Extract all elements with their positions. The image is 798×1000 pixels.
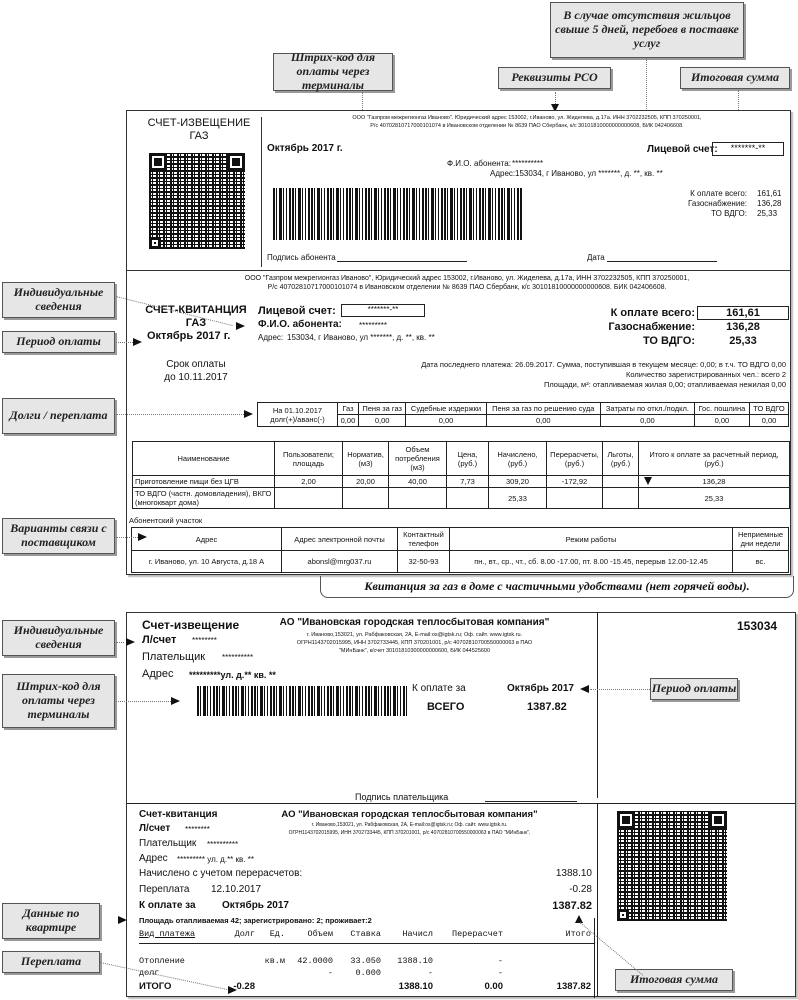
service-header: Наименование bbox=[133, 442, 275, 476]
service-header: Норматив, (м3) bbox=[343, 442, 389, 476]
debt-header: Затраты по откл./подкл. bbox=[601, 403, 695, 415]
heat-charged-label: Начислено с учетом перерасчетов: bbox=[139, 868, 303, 879]
service-header: Цена, (руб.) bbox=[447, 442, 489, 476]
heat-overpay-date: 12.10.2017 bbox=[211, 884, 262, 895]
heat-notice-account-label: Л/счет bbox=[142, 634, 177, 646]
heat-cell: - bbox=[497, 956, 503, 966]
service-cell: 2,00 bbox=[275, 476, 343, 488]
debt-header: Пеня за газ по решению суда bbox=[486, 403, 600, 415]
callout-individual-2: Индивидуальные сведения bbox=[2, 620, 115, 656]
heat-total-row bbox=[139, 981, 594, 992]
heat-pay-for-label-2: К оплате за bbox=[139, 900, 196, 911]
contact-header: Адрес bbox=[132, 528, 282, 551]
service-cell bbox=[389, 488, 447, 509]
notice-vdgo-value: 25,33 bbox=[757, 209, 778, 218]
receipt-due-label: Срок оплаты bbox=[166, 359, 226, 370]
receipt-company-line1: ООО "Газпром межрегионгаз Иваново", Юридический адрес 153002, г.Иваново, ул. Жиделева, д.17а, ИНН 3702232505, КПП 370250001, bbox=[244, 275, 690, 282]
notice-address-label: Адрес: bbox=[490, 169, 516, 178]
heat-receipt-payer-value: ********** bbox=[207, 840, 239, 849]
notice-gas-label: Газоснабжение: bbox=[688, 199, 747, 208]
debt-value: 0,00 bbox=[486, 415, 600, 427]
heat-overpay-value: -0.28 bbox=[569, 884, 592, 895]
receipt-total-value: 161,61 bbox=[697, 306, 789, 320]
notice-fio-value: ********** bbox=[512, 159, 544, 168]
notice-date-label: Дата bbox=[587, 253, 605, 262]
debt-header: ТО ВДГО bbox=[749, 403, 788, 415]
heat-receipt-address-value: ********* ул. д.** кв. ** bbox=[177, 855, 254, 864]
gas-bill-caption: Квитанция за газ в доме с частичными удобствами (нет горячей воды). bbox=[320, 576, 794, 598]
notice-total-value: 161,61 bbox=[757, 189, 782, 198]
service-cell: 7,73 bbox=[447, 476, 489, 488]
heat-col-header: Начисл bbox=[402, 929, 433, 939]
service-cell bbox=[603, 476, 639, 488]
notice-signature-field[interactable] bbox=[337, 261, 467, 262]
heat-notice-address-label: Адрес bbox=[142, 668, 174, 680]
debt-value: 0,00 bbox=[601, 415, 695, 427]
heat-apartment-info: Площадь отапливаемая 42; зарегистрировано: 2; проживает:2 bbox=[139, 916, 372, 925]
heat-receipt-title: Счет-квитанция bbox=[139, 809, 218, 820]
heat-overpay-label: Переплата bbox=[139, 884, 190, 895]
receipt-info-line2: Количество зарегистрированных чел.: всего 2 bbox=[626, 370, 786, 379]
notice-service: ГАЗ bbox=[189, 130, 209, 142]
receipt-company-line2: Р/с 40702810717000101074 в Ивановском отделении № 8639 ПАО Сбербанк, к/с 30101810000000000608. БИК 042406608. bbox=[267, 284, 667, 291]
heat-notice-address-value: *********ул. д.** кв. ** bbox=[189, 670, 276, 680]
debt-value: 0,00 bbox=[694, 415, 749, 427]
callout-period-2: Период оплаты bbox=[650, 678, 738, 700]
heat-pay-for-period-2: Октябрь 2017 bbox=[222, 900, 289, 911]
heat-receipt-address-label: Адрес bbox=[139, 853, 168, 864]
heat-receipt-payer-label: Плательщик bbox=[139, 838, 197, 849]
heat-total-debt: -0.28 bbox=[233, 981, 255, 992]
receipt-vdgo-value: 25,33 bbox=[729, 335, 757, 347]
contact-header: Неприемные дни недели bbox=[733, 528, 789, 551]
notice-total-label: К оплате всего: bbox=[690, 189, 747, 198]
service-cell: ТО ВДГО (частн. домовладения), ВКГО (многокварт дома) bbox=[133, 488, 275, 509]
callout-overpayment: Переплата bbox=[2, 951, 100, 973]
heat-notice-account-value: ******** bbox=[192, 636, 217, 645]
heat-notice-payer-label: Плательщик bbox=[142, 651, 206, 663]
receipt-due-date: до 10.11.2017 bbox=[164, 372, 228, 383]
heat-notice-company-line3: "МИнБанк", к/счет 30101810300000000600, БИК 044525600 bbox=[338, 648, 491, 654]
heat-cell: долг bbox=[139, 968, 160, 978]
debt-row-label: На 01.10.2017 долг(+)/аванс(-) bbox=[258, 403, 338, 427]
heat-cell: Отопление bbox=[139, 956, 185, 966]
heat-notice-payer-value: ********** bbox=[222, 653, 254, 662]
receipt-gas-label: Газоснабжение: bbox=[608, 321, 695, 333]
heat-cell: - bbox=[427, 968, 433, 978]
service-header: Перерасчеты, (руб.) bbox=[547, 442, 603, 476]
heat-receipt-company: АО "Ивановская городская теплосбытовая компания" bbox=[281, 809, 538, 820]
notice-fio-label: Ф.И.О. абонента: bbox=[447, 159, 511, 168]
notice-account-value: *******-** bbox=[712, 142, 784, 156]
receipt-address-value: 153034, г Иваново, ул *******, д. **, кв. ** bbox=[287, 333, 435, 342]
service-header: Льготы, (руб.) bbox=[603, 442, 639, 476]
heat-receipt-account-label: Л/счет bbox=[139, 823, 171, 834]
heat-pay-for-value: Октябрь 2017 bbox=[507, 683, 574, 694]
qr-code-heat bbox=[617, 811, 727, 921]
callout-total-top: Итоговая сумма bbox=[680, 67, 790, 89]
notice-account-label: Лицевой счет: bbox=[647, 144, 718, 155]
heat-pay-for-label: К оплате за bbox=[412, 683, 466, 694]
notice-address-value: 153034, г Иваново, ул *******, д. **, кв. ** bbox=[515, 169, 663, 178]
callout-individual-1: Индивидуальные сведения bbox=[2, 282, 115, 318]
notice-vdgo-label: ТО ВДГО: bbox=[711, 209, 747, 218]
service-cell bbox=[447, 488, 489, 509]
heat-col-header: Объем bbox=[307, 929, 333, 939]
receipt-address-label: Адрес: bbox=[258, 333, 284, 342]
service-cell: 25,33 bbox=[639, 488, 790, 509]
heat-col-header: Ед. bbox=[269, 929, 285, 939]
debt-header: Гос. пошлина bbox=[694, 403, 749, 415]
service-header: Объем потребления (м3) bbox=[389, 442, 447, 476]
notice-date-field[interactable] bbox=[607, 261, 717, 262]
receipt-title: СЧЕТ-КВИТАНЦИЯ bbox=[145, 304, 247, 316]
heat-cut-line bbox=[127, 803, 795, 804]
heat-total-label: ИТОГО bbox=[139, 981, 172, 992]
qr-code-notice bbox=[149, 153, 245, 249]
heat-cell: кв.м bbox=[264, 956, 285, 966]
heat-col-header: Долг bbox=[234, 929, 255, 939]
service-table bbox=[132, 441, 790, 509]
callout-period-1: Период оплаты bbox=[2, 331, 115, 353]
contact-header: Контактный телефон bbox=[398, 528, 450, 551]
barcode-heat bbox=[197, 686, 407, 716]
heat-cell: - bbox=[327, 968, 333, 978]
heat-total-charged: 1388.10 bbox=[398, 981, 433, 992]
contact-phone: 32-50-93 bbox=[398, 551, 450, 573]
barcode-notice bbox=[273, 188, 523, 240]
callout-barcode-2: Штрих-код для оплаты через терминалы bbox=[2, 674, 115, 728]
service-cell: 309,20 bbox=[489, 476, 547, 488]
heat-col-header: Вид платежа bbox=[139, 929, 196, 939]
service-cell: 40,00 bbox=[389, 476, 447, 488]
notice-signature-label: Подпись абонента bbox=[267, 253, 336, 262]
heat-signature-field[interactable] bbox=[485, 801, 577, 802]
service-cell bbox=[275, 488, 343, 509]
service-cell: 136,28 bbox=[639, 476, 790, 488]
service-header: Начислено, (руб.) bbox=[489, 442, 547, 476]
table-row bbox=[133, 488, 790, 509]
table-row bbox=[132, 551, 789, 573]
receipt-account-label: Лицевой счет: bbox=[258, 305, 336, 317]
contact-header: Адрес электронной почты bbox=[282, 528, 398, 551]
debt-header: Пеня за газ bbox=[358, 403, 406, 415]
heat-total-sum: 1387.82 bbox=[556, 981, 591, 992]
notice-gas-value: 136,28 bbox=[757, 199, 782, 208]
contact-address: г. Иваново, ул. 10 Августа, д.18 А bbox=[132, 551, 282, 573]
heat-notice-title: Счет-извещение bbox=[142, 618, 240, 632]
service-header: Итого к оплате за расчетный период, (руб.) bbox=[639, 442, 790, 476]
heat-cell: 33.050 bbox=[350, 956, 381, 966]
gas-bill bbox=[126, 110, 791, 575]
callout-apartment-data: Данные по квартире bbox=[2, 903, 100, 939]
receipt-service: ГАЗ bbox=[185, 317, 207, 329]
receipt-total-label: К оплате всего: bbox=[610, 307, 695, 319]
heat-signature-label: Подпись плательщика bbox=[355, 792, 449, 802]
service-cell bbox=[603, 488, 639, 509]
table-row bbox=[139, 956, 594, 966]
debt-value: 0,00 bbox=[358, 415, 406, 427]
debt-value: 0,00 bbox=[406, 415, 486, 427]
callout-contacts: Варианты связи с поставщиком bbox=[2, 518, 115, 554]
receipt-fio-value: ********* bbox=[359, 321, 388, 330]
heat-cell: 1388.10 bbox=[397, 956, 433, 966]
heat-charged-value: 1388.10 bbox=[555, 868, 592, 879]
notice-title: СЧЕТ-ИЗВЕЩЕНИЕ bbox=[147, 117, 251, 129]
debt-header: Судебные издержки bbox=[406, 403, 486, 415]
callout-total-bottom: Итоговая сумма bbox=[615, 969, 733, 991]
debt-value: 0,00 bbox=[749, 415, 788, 427]
receipt-fio-label: Ф.И.О. абонента: bbox=[258, 319, 342, 330]
heat-bill bbox=[126, 612, 796, 997]
contact-table bbox=[131, 527, 789, 573]
callout-absence: В случае отсутствия жильцов свыше 5 дней, перебоев в поставке услуг bbox=[550, 2, 744, 58]
heat-col-header: Итого bbox=[565, 929, 591, 939]
receipt-account-value: *******-** bbox=[341, 304, 425, 317]
debt-table bbox=[257, 402, 789, 427]
notice-company-line2: Р/с 40702810717000101074 в Ивановском отделении № 8639 ПАО Сбербанк, к/с 30101810000000000608, БИК 042406608. bbox=[370, 123, 684, 129]
debt-header: Газ bbox=[338, 403, 359, 415]
heat-cell: 0.000 bbox=[355, 968, 381, 978]
cut-line bbox=[127, 270, 790, 271]
heat-table-header bbox=[139, 929, 594, 944]
heat-cell: 42.0000 bbox=[297, 956, 333, 966]
service-cell bbox=[547, 488, 603, 509]
callout-debts: Долги / переплата bbox=[2, 398, 115, 434]
receipt-gas-value: 136,28 bbox=[726, 321, 760, 333]
heat-receipt-account-value: ******** bbox=[185, 825, 210, 834]
service-cell: Приготовление пищи без ЦГВ bbox=[133, 476, 275, 488]
heat-total-recalc: 0.00 bbox=[484, 981, 503, 992]
service-cell: 20,00 bbox=[343, 476, 389, 488]
heat-postcode: 153034 bbox=[737, 619, 778, 633]
heat-col-header: Перерасчет bbox=[451, 929, 503, 939]
receipt-vdgo-label: ТО ВДГО: bbox=[642, 335, 695, 347]
heat-col-header: Ставка bbox=[350, 929, 381, 939]
heat-notice-company: АО "Ивановская городская теплосбытовая компания" bbox=[279, 617, 550, 628]
contact-closed-days: вс. bbox=[733, 551, 789, 573]
callout-barcode-top: Штрих-код для оплаты через терминалы bbox=[273, 53, 393, 91]
heat-receipt-company-line2: ОГРН1143702015995, ИНН 3702733445, КПП 370201001, р/с 40702810700550000063 в ПАО "МИнБанк", bbox=[288, 830, 531, 836]
notice-company-line1: ООО "Газпром межрегионгаз Иваново". Юридический адрес 153002, г.Иваново, ул. Жиделева, д.17а. ИНН 3702232505, КПП 370250001, bbox=[352, 115, 702, 121]
service-cell: 25,33 bbox=[489, 488, 547, 509]
heat-total-value: 1387.82 bbox=[527, 701, 567, 713]
callout-rso-details: Реквизиты РСО bbox=[498, 67, 611, 89]
debt-value: 0,00 bbox=[338, 415, 359, 427]
heat-receipt-company-line1: г. Иваново,153021, ул. Рабфаковская, 2А, E-mail:os@igtsk.ru; Оф. сайт. www.igtsk.ru. bbox=[311, 822, 508, 828]
contact-hours: пн., вт., ср., чт., сб. 8.00 -17.00, пт. 8.00 -15.45, перерыв 12.00-12.45 bbox=[450, 551, 733, 573]
receipt-period: Октябрь 2017 г. bbox=[147, 330, 231, 342]
heat-pay-for-value-2: 1387.82 bbox=[552, 900, 592, 912]
contact-header: Режим работы bbox=[450, 528, 733, 551]
receipt-info-line1: Дата последнего платежа: 26.09.2017. Сумма, поступившая в текущем месяце: 0,00; в т.ч. ТО ВДГО 0,00 bbox=[421, 360, 786, 369]
heat-total-label: ВСЕГО bbox=[427, 701, 465, 713]
service-cell: -172,92 bbox=[547, 476, 603, 488]
notice-period: Октябрь 2017 г. bbox=[267, 143, 343, 154]
contact-email[interactable]: abonsl@mrg037.ru bbox=[282, 551, 398, 573]
receipt-info-line3: Площади, м²: отапливаемая жилая 0,00; отапливаемая нежилая 0,00 bbox=[543, 380, 786, 389]
heat-notice-company-line1: г. Иваново,153021, ул. Рабфаковская, 2А, E-mail:os@igtsk.ru; Оф. сайт. www.igtsk.ru. bbox=[306, 632, 523, 638]
contact-section-label: Абонентский участок bbox=[129, 516, 203, 525]
heat-notice-company-line2: ОГРН1143702015995, ИНН 3702733445, КПП 370201001, р/с 40702810700550000063 в ПАО bbox=[296, 640, 533, 646]
heat-cell: - bbox=[497, 968, 503, 978]
service-cell bbox=[343, 488, 389, 509]
table-row bbox=[139, 968, 594, 978]
table-row bbox=[133, 476, 790, 488]
service-header: Пользователи; площадь bbox=[275, 442, 343, 476]
